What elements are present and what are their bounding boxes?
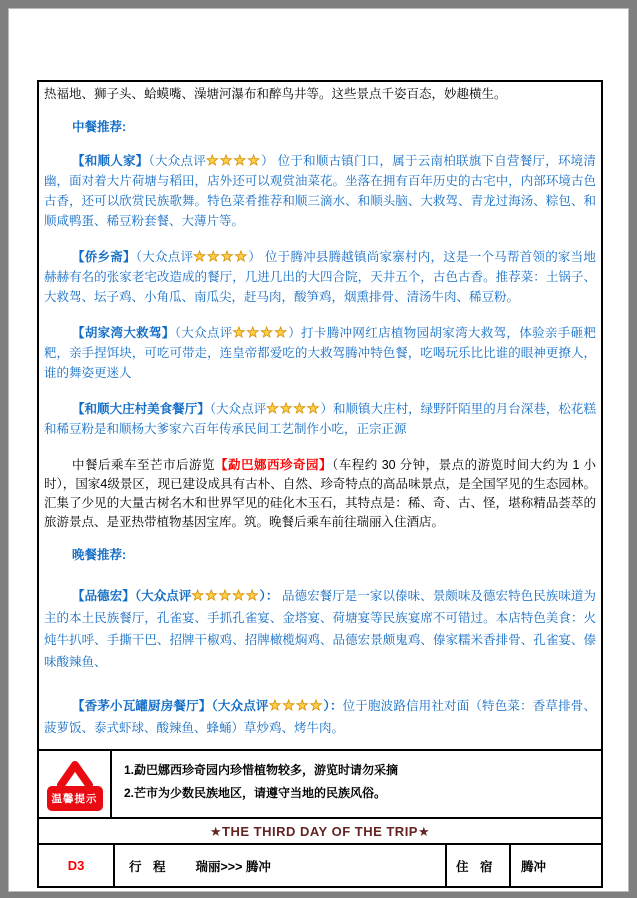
star-icon: ★	[306, 400, 321, 416]
star-icon: ★	[206, 248, 221, 264]
afternoon-itinerary-paragraph	[44, 456, 596, 532]
tips-badge: 温馨提示	[47, 786, 103, 811]
stay-label-cell: 住 宿	[447, 845, 511, 886]
star-icon: ★	[309, 697, 324, 713]
rating-suffix: ）：	[323, 699, 343, 713]
restaurant-description: 位于和顺古镇门口，属于云南柏联旗下自营餐厅，环境清幽，面对着大片荷塘与稻田，店外还可以观赏油菜花。坐落在拥有百年历史的古宅中，内部环境古色古香，还可以欣赏民族歌舞。特色菜肴推荐和顺三滴水、和顺头脑、大救驾、青龙过海汤、粽包、和顺咸鸭蛋、稀豆粉套餐、大薄片等。	[44, 154, 596, 228]
star-icon: ★	[268, 697, 283, 713]
star-icon: ★	[232, 587, 246, 603]
restaurant-entry	[44, 398, 596, 439]
star-icon: ★	[246, 324, 261, 340]
star-icon: ★	[232, 324, 247, 340]
star-icon: ★	[293, 400, 307, 416]
restaurant-entry	[44, 246, 596, 307]
star-icon: ★	[218, 587, 233, 603]
itinerary-value: 瑞丽>>> 腾冲	[195, 859, 271, 874]
star-icon: ★	[220, 248, 235, 264]
rating-suffix: ）	[320, 402, 333, 416]
rating-suffix: ）	[288, 326, 302, 340]
restaurant-name: 【香茅小瓦罐厨房餐厅】	[72, 699, 212, 713]
lunch-heading: 中餐推荐:	[72, 120, 127, 134]
itinerary-text: 中餐后乘车至芒市后游览	[72, 458, 215, 472]
rating-prefix: （大众点评	[211, 699, 269, 713]
restaurant-description: 和顺镇大庄村，绿野阡陌里的月台深巷，松花糕和稀豆粉是和顺杨大爹家六百年传承民间工艺制作小吃，正宗正源	[44, 402, 596, 436]
tips-icon-cell	[39, 751, 112, 817]
day3-banner: ★THE THIRD DAY OF THE TRIP★	[39, 817, 601, 843]
tip-item: 2.芒市为少数民族地区，请遵守当地的民族风俗。	[124, 786, 387, 800]
star-icon: ★	[205, 152, 220, 168]
rating-prefix: （大众点评	[209, 402, 267, 416]
restaurant-name: 【和顺大庄村美食餐厅】	[72, 402, 210, 416]
day-details-cell	[39, 82, 601, 749]
day-number: D3	[39, 845, 115, 886]
tips-row	[39, 749, 601, 817]
star-icon: ★	[233, 152, 248, 168]
star-icon: ★	[234, 248, 249, 264]
restaurant-name: 【侨乡斋】	[72, 250, 136, 264]
restaurant-entry	[44, 694, 596, 739]
lunch-restaurant-list	[44, 150, 596, 439]
rating-suffix: ）	[261, 154, 274, 168]
rating-suffix: ）	[248, 250, 262, 264]
restaurant-entry	[44, 150, 596, 231]
star-rating	[193, 250, 248, 264]
star-icon: ★	[193, 248, 207, 264]
restaurant-name: 【品德宏】	[72, 589, 135, 603]
restaurant-name: 【和顺人家】	[72, 154, 149, 168]
restaurant-entry	[44, 584, 596, 673]
dinner-heading: 晚餐推荐:	[72, 548, 127, 562]
star-icon: ★	[191, 587, 206, 603]
star-icon: ★	[266, 400, 280, 416]
star-icon: ★	[245, 587, 260, 603]
star-icon: ★	[247, 152, 262, 168]
itinerary-label: 行 程	[129, 859, 170, 874]
star-icon: ★	[219, 152, 234, 168]
day3-summary-row	[39, 843, 601, 886]
star-rating	[269, 699, 324, 713]
tip-item: 1.勐巴娜西珍奇园内珍惜植物较多，游览时请勿采摘	[124, 763, 399, 777]
star-rating	[206, 154, 261, 168]
star-icon: ★	[274, 324, 289, 340]
tips-text-cell	[112, 751, 601, 817]
rating-prefix: （大众点评	[135, 250, 194, 264]
restaurant-description: 位于胞波路信用社对面（特色菜：香草排骨、菠萝饭、泰式虾球、酸辣鱼、蜂蛹）草炒鸡、烤牛肉。	[44, 699, 596, 735]
star-rating	[233, 326, 289, 340]
restaurant-description: 位于腾冲县腾越镇尚家寨村内，这是一个马帮首领的家当地赫赫有名的张家老宅改造成的餐厅，几进几出的大四合院，天井五个，古色古香。推荐菜：土锅子、大救驾、坛子鸡、小角瓜、南瓜尖，赶马肉，酸笋鸡，烟熏排骨、清汤牛肉、稀豆粉。	[44, 250, 596, 304]
rating-prefix: （大众点评	[134, 589, 192, 603]
star-icon: ★	[205, 587, 219, 603]
star-icon: ★	[260, 324, 275, 340]
star-rating	[191, 589, 259, 603]
restaurant-description: 品德宏餐厅是一家以傣味、景颇味及德宏特色民族味道为主的本土民族餐厅，孔雀宴、手抓孔雀宴、金塔宴、荷塘宴等民族宴席不可错过。本店特色美食：火炖牛扒呼、手撕干巴、招牌干椒鸡、招牌橄榄焖鸡、品德宏景颇鬼鸡、傣家糯米香排骨、孔雀宴、傣味酸辣鱼、	[44, 589, 596, 669]
restaurant-name: 【胡家湾大救驾】	[72, 326, 175, 340]
warning-caret-icon	[52, 760, 98, 788]
stay-value-cell: 腾冲	[521, 859, 547, 874]
star-rating	[266, 402, 320, 416]
rating-prefix: （大众点评	[174, 326, 233, 340]
dinner-restaurant-list	[44, 584, 596, 739]
rating-suffix: ）：	[259, 589, 279, 603]
restaurant-description: 打卡腾冲网红店植物园胡家湾大救驾，体验亲手砸粑粑，亲手捏饵块，可吃可带走，连皇帝都爱吃的大救驾腾冲特色餐，吃喝玩乐比比谁的眼神更撩人，谁的舞姿更迷人	[44, 326, 596, 380]
attraction-name-highlight: 【勐巴娜西珍奇园】	[215, 458, 332, 472]
rating-prefix: （大众点评	[148, 154, 206, 168]
star-icon: ★	[279, 400, 294, 416]
star-icon: ★	[282, 697, 297, 713]
itinerary-text: （车程约 30 分钟，景点的游览时间大约为 1 小时），国家4级景区，现已建设成具有古朴、自然、珍奇特点的高品味景点，是全国罕见的生态园林。汇集了少见的大量古树名木和世界罕见的硅化木玉石，其特点是：稀、奇、古、怪，堪称精品荟萃的旅游景点、是亚热带植物基因宝库。筑。晚餐后乘车前往瑞丽入住酒店。	[44, 458, 596, 529]
scenic-spots-line: 热福地、狮子头、蛤蟆嘴、澡塘河瀑布和醉鸟井等。这些景点千姿百态，妙趣横生。	[44, 87, 507, 101]
document-page	[8, 8, 629, 892]
star-icon: ★	[296, 697, 310, 713]
restaurant-entry	[44, 322, 596, 383]
itinerary-cell	[115, 845, 447, 886]
itinerary-table	[37, 80, 603, 888]
